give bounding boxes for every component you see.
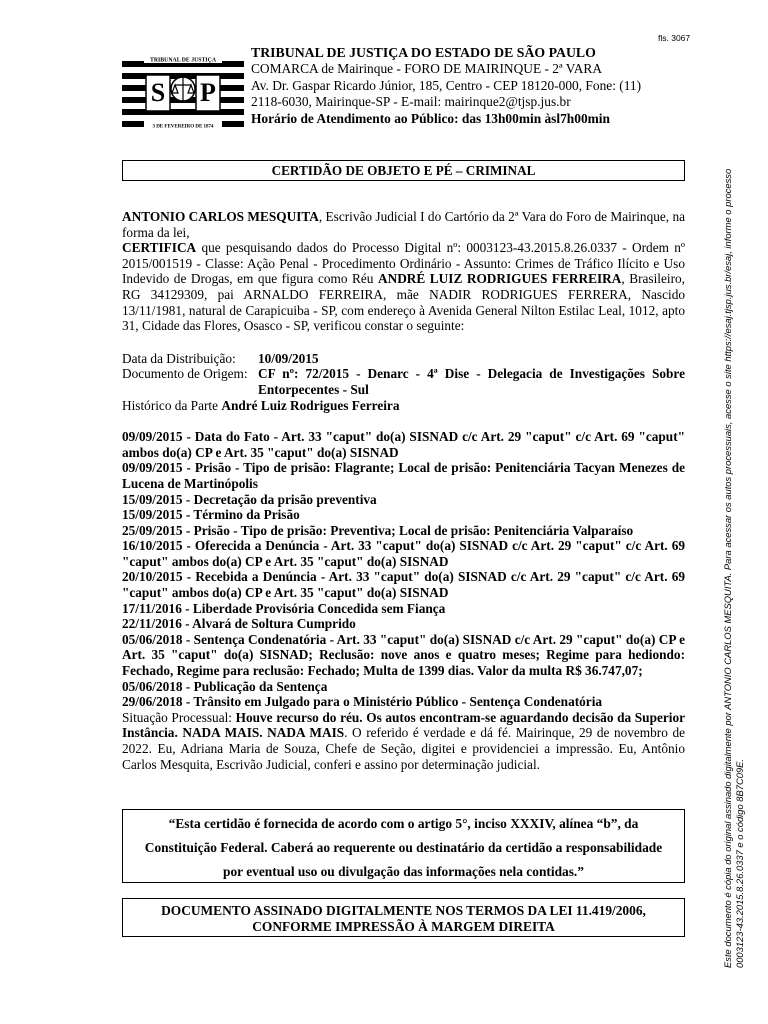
- logo-top-text: TRIBUNAL DE JUSTIÇA: [149, 57, 217, 64]
- digital-signature-box: [122, 898, 685, 937]
- event-entry: 09/09/2015 - Prisão - Tipo de prisão: Flagrante; Local de prisão: Penitenciária Tacyan Menezes de Lucena de Martinópolis: [122, 460, 685, 491]
- comarca-line: COMARCA de Mairinque - FORO DE MAIRINQUE - 2ª VARA: [251, 61, 602, 77]
- event-entry: 20/10/2015 - Recebida a Denúncia - Art. 33 "caput" do(a) SISNAD c/c Art. 29 "caput" c/c Art. 69 "caput" ambos do(a) CP e Art. 35 "caput" do(a) SISNAD: [122, 569, 685, 601]
- situation-label: Situação Processual:: [122, 709, 236, 725]
- certification-paragraph: [122, 240, 685, 334]
- signature-line-2: CONFORME IMPRESSÃO À MARGEM DIREITA: [252, 918, 555, 934]
- event-entry: 05/06/2018 - Publicação da Sentença: [122, 678, 328, 694]
- address-line-1: Av. Dr. Gaspar Ricardo Júnior, 185, Centro - CEP 18120-000, Fone: (11): [251, 77, 642, 93]
- logo-bottom-text: 3 DE FEVEREIRO DE 1874: [152, 124, 214, 130]
- event-entry: 15/09/2015 - Decretação da prisão preventiva: [122, 491, 377, 507]
- event-entry: 29/06/2018 - Trânsito em Julgado para o Ministério Público - Sentença Condenatória: [122, 694, 603, 710]
- distribution-label: Data da Distribuição:: [122, 350, 236, 366]
- process-metadata: [122, 351, 685, 413]
- certifica-word: CERTIFICA: [122, 240, 197, 256]
- signature-line-1: DOCUMENTO ASSINADO DIGITALMENTE NOS TERMOS DA LEI 11.419/2006,: [161, 903, 646, 918]
- certificate-body: [122, 209, 685, 772]
- court-header: [251, 45, 691, 127]
- process-situation: [122, 710, 685, 772]
- event-entry: 17/11/2016 - Liberdade Provisória Concedida sem Fiança: [122, 600, 446, 616]
- margin-note-line-2: 0003123-43.2015.8.26.0337 e o código 8B7C09E.: [734, 758, 745, 968]
- page-number: fls. 3067: [658, 33, 691, 43]
- event-entry: 22/11/2016 - Alvará de Soltura Cumprido: [122, 616, 356, 632]
- notice-line-1: “Esta certidão é fornecida de acordo com o artigo 5°, inciso XXXIV, alínea “b”, da: [168, 816, 639, 831]
- intro-paragraph: [122, 209, 685, 240]
- clerk-role: , Escrivão Judicial I do Cartório da 2ª Vara do Foro de Mairinque, na forma da lei,: [122, 209, 686, 240]
- logo-letter-p: P: [200, 78, 216, 107]
- closing-statement: . O referido é verdade e dá fé. Mairinque, 29 de novembro de 2022. Eu, Adriana Maria de Souza, Chefe de Seção, digitei e providenciei a impressão. Eu, Antônio Carlos Mesquita, Escrivão Judicial, conferi e assino por determinação judicial.: [122, 725, 685, 772]
- legal-notice-box: [122, 809, 685, 883]
- event-entry: 09/09/2015 - Data do Fato - Art. 33 "caput" do(a) SISNAD c/c Art. 29 "caput" c/c Art. 69 "caput" ambos do(a) CP e Art. 35 "caput" do(a) SISNAD: [122, 429, 685, 460]
- history-value: André Luiz Rodrigues Ferreira: [221, 397, 400, 413]
- office-hours: Horário de Atendimento ao Público: das 13h00min àsl7h00min: [251, 110, 610, 126]
- distribution-value: 10/09/2015: [258, 350, 319, 366]
- event-entry: 16/10/2015 - Oferecida a Denúncia - Art. 33 "caput" do(a) SISNAD c/c Art. 29 "caput" c/c Art. 69 "caput" ambos do(a) CP e Art. 35 "caput" do(a) SISNAD: [122, 538, 685, 569]
- address-line-2: 2118-6030, Mairinque-SP - E-mail: mairinque2@tjsp.jus.br: [251, 94, 571, 110]
- origin-value: CF nº: 72/2015 - Denarc - 4ª Dise - Delegacia de Investigações Sobre Entorpecentes - Sul: [258, 366, 685, 397]
- margin-verification-note: [722, 68, 746, 968]
- origin-document-row: [122, 366, 685, 397]
- process-description: que pesquisando dados do Processo Digital nº: 0003123-43.2015.8.26.0337 - Ordem nº 2015/001519 - Classe: Ação Penal - Procedimento Ordinário - Assunto: Crimes de Tráfico Ilícito e Uso Indevido de Drogas, em que figura como Réu: [122, 240, 685, 287]
- court-name: TRIBUNAL DE JUSTIÇA DO ESTADO DE SÃO PAULO: [251, 45, 596, 60]
- defendant-details: , Brasileiro, RG 34129309, pai ARNALDO FERREIRA, mãe NADIR RODRIGUES FERRERA, Nascido 13/11/1981, natural de Carapicuiba - SP, com endereço à Avenida General Nilton Estilac Leal, 1012, apto 31, Cidade das Flores, Osasco - SP, verificou constar o seguinte:: [122, 271, 685, 334]
- event-entry: 25/09/2015 - Prisão - Tipo de prisão: Preventiva; Local de prisão: Penitenciária Valparaíso: [122, 522, 634, 538]
- origin-label: Documento de Origem:: [122, 366, 248, 382]
- event-list: [122, 429, 685, 710]
- event-entry: 05/06/2018 - Sentença Condenatória - Art. 33 "caput" do(a) SISNAD c/c Art. 29 "caput" do(a) CP e Art. 35 "caput" do(a) SISNAD; Reclusão: nove anos e quatro meses; Regime para hediondo: Fechado, Regime para reclusão: Fechado; Multa de 1399 dias. Valor da multa R$ 36.747,07;: [122, 631, 685, 679]
- logo-letter-s: S: [150, 78, 166, 107]
- court-seal-logo: [122, 45, 244, 133]
- clerk-name: ANTONIO CARLOS MESQUITA: [122, 209, 319, 224]
- event-entry: 15/09/2015 - Término da Prisão: [122, 507, 300, 523]
- document-title: CERTIDÃO DE OBJETO E PÉ – CRIMINAL: [122, 160, 685, 181]
- margin-note-line-1: Este documento é cópia do original assinado digitalmente por ANTONIO CARLOS MESQUITA. Para acessar os autos processuais, acesse o site https://esaj.tjsp.jus.br/esaj, informe o processo: [722, 168, 733, 968]
- notice-line-3: por eventual uso ou divulgação das informações nela contidas.”: [223, 864, 584, 879]
- notice-line-2: Constituição Federal. Caberá ao requerente ou destinatário da certidão a responsabilidade: [144, 840, 663, 855]
- party-history-row: [122, 398, 685, 414]
- defendant-name: ANDRÉ LUIZ RODRIGUES FERREIRA: [377, 271, 622, 287]
- history-label: Histórico da Parte: [122, 397, 222, 413]
- situation-value: Houve recurso do réu. Os autos encontram-se aguardando decisão da Superior Instância. NADA MAIS. NADA MAIS: [122, 709, 686, 741]
- distribution-date-row: [122, 351, 685, 367]
- tjsp-emblem-icon: [122, 45, 244, 133]
